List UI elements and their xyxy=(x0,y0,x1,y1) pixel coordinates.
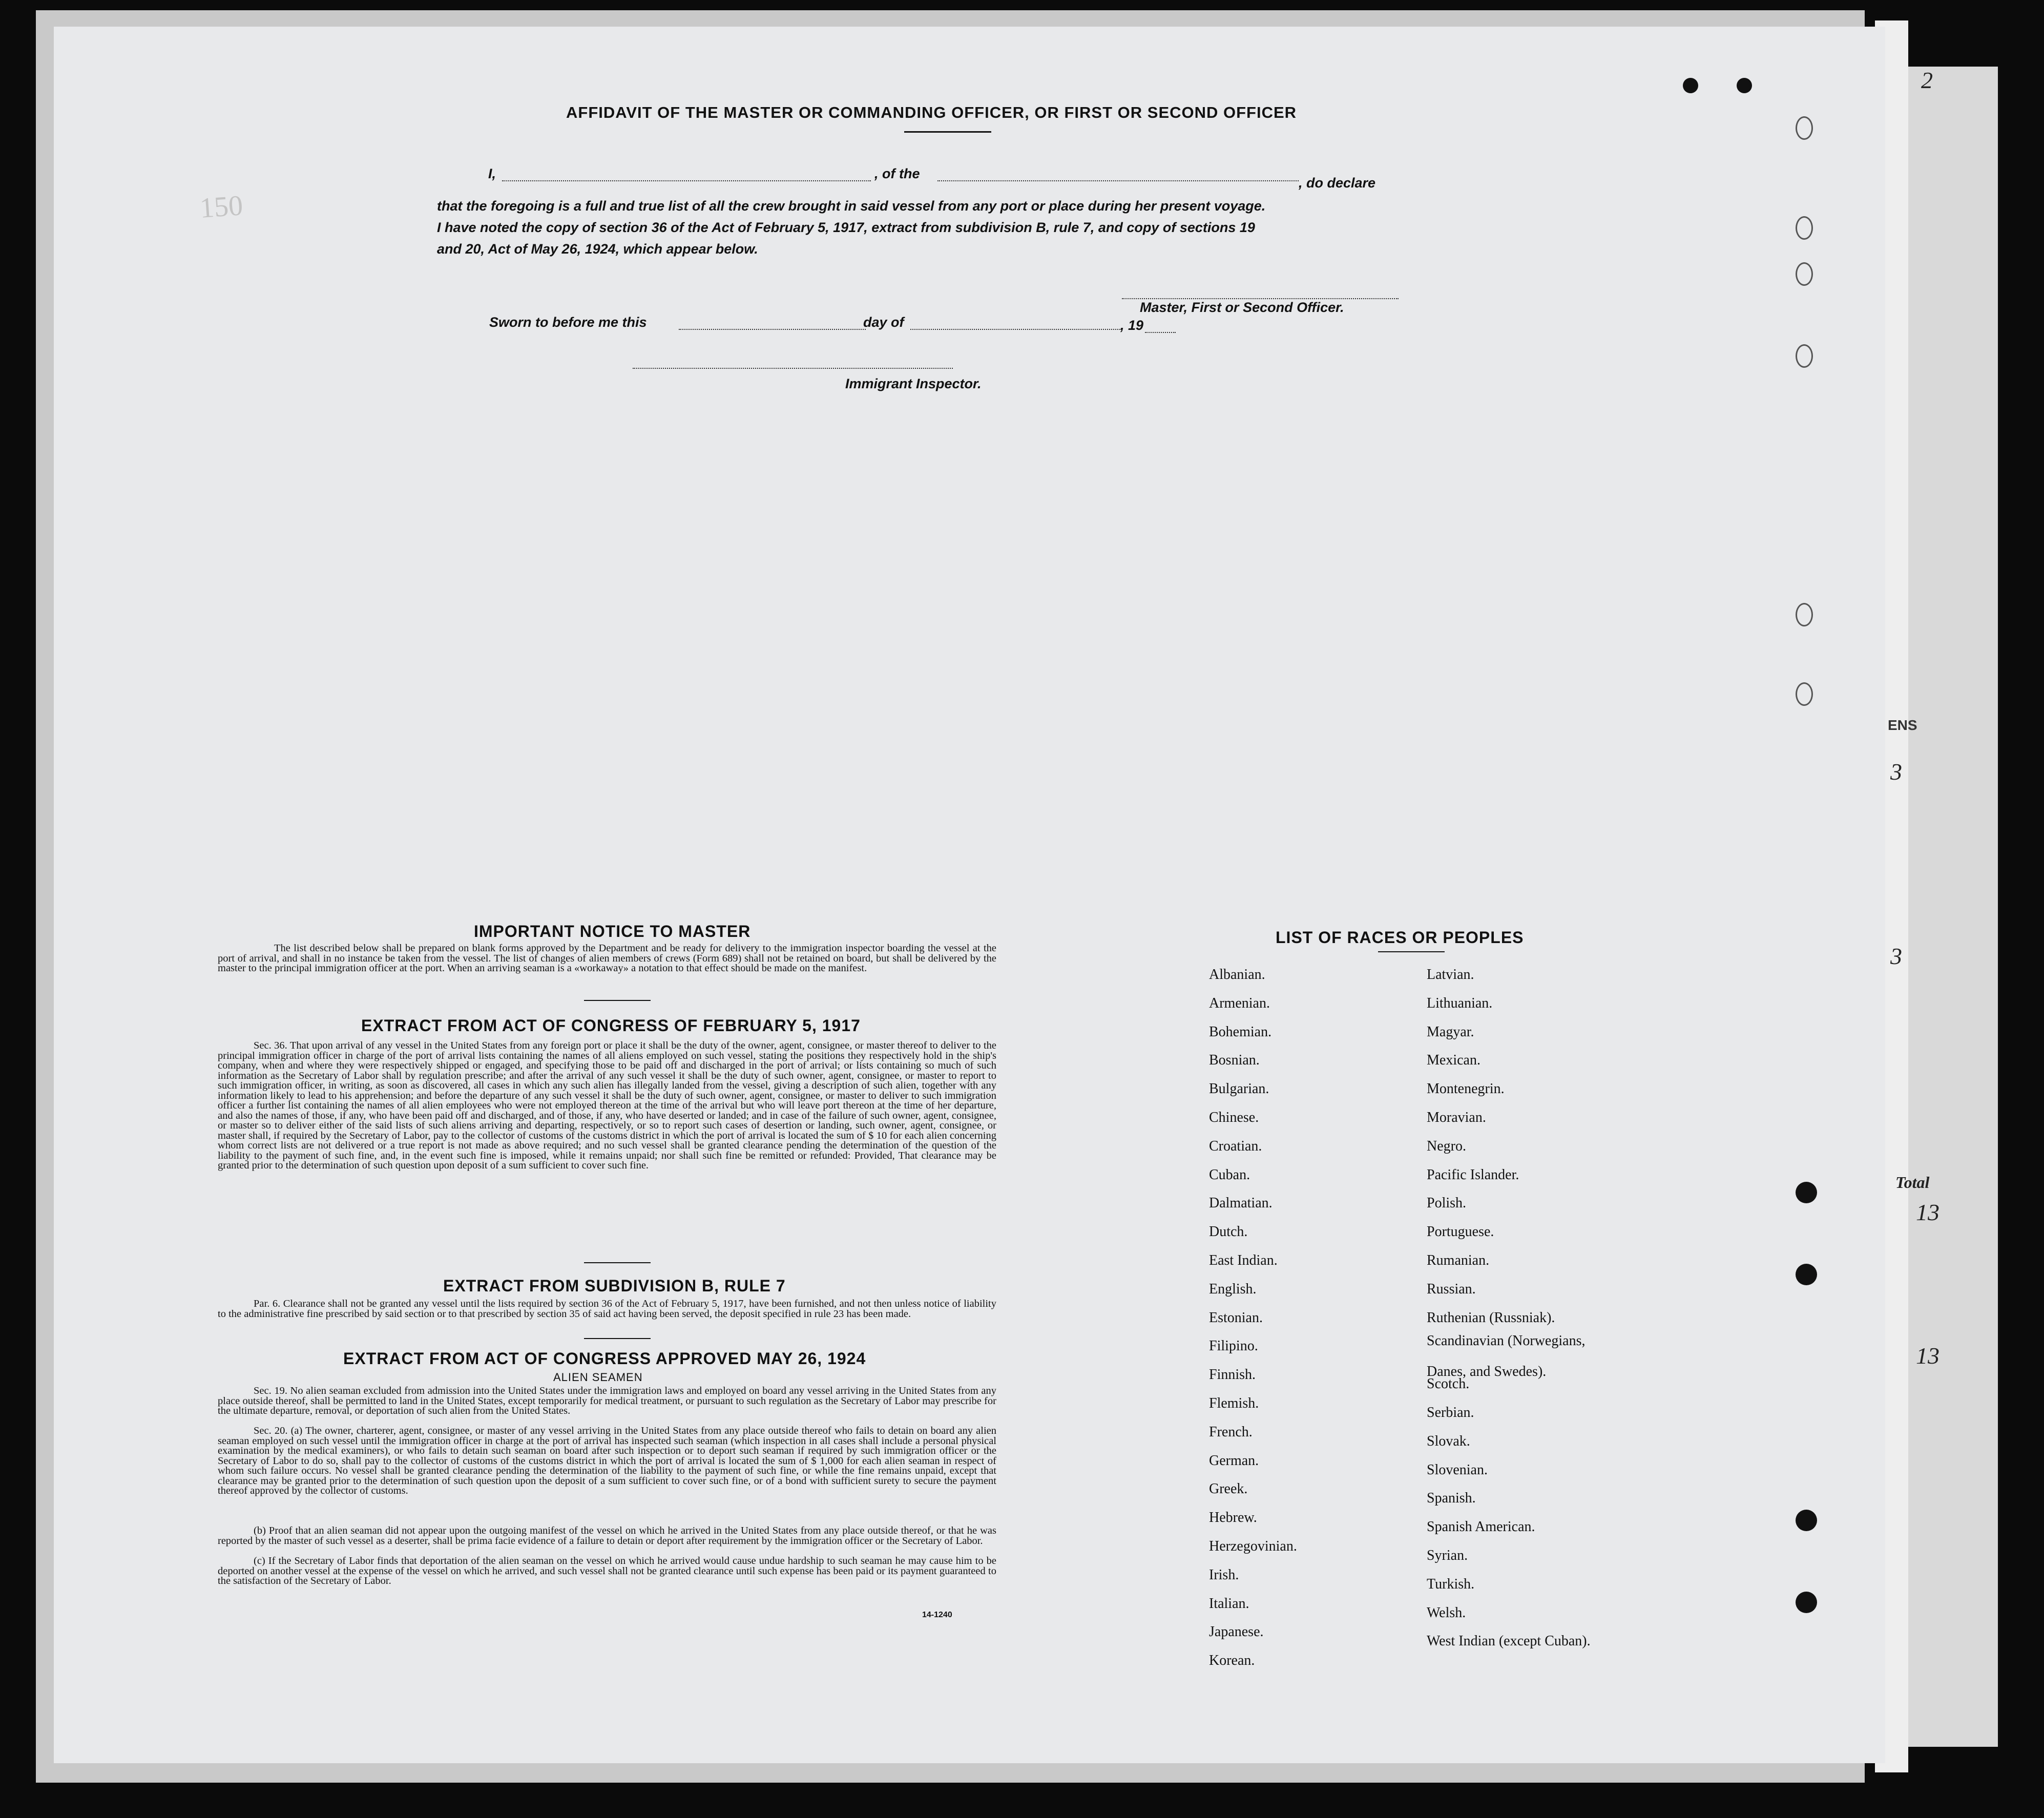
race-item: Cuban. xyxy=(1209,1166,1250,1183)
race-item: Spanish. xyxy=(1427,1490,1476,1507)
race-item: Lithuanian. xyxy=(1427,995,1493,1011)
race-item: Finnish. xyxy=(1209,1367,1256,1383)
race-item: Scandinavian (Norwegians, xyxy=(1427,1333,1586,1349)
race-item: Dutch. xyxy=(1209,1224,1248,1240)
extract-1917-rule xyxy=(584,1262,651,1263)
race-item: East Indian. xyxy=(1209,1252,1278,1268)
affidavit-line-2: that the foregoing is a full and true list of all the crew brought in said vessel from any port or place during her present voyage. xyxy=(437,198,1266,214)
margin-count-a: 3 xyxy=(1890,759,1902,785)
punch-hole xyxy=(1796,262,1813,286)
punch-hole xyxy=(1796,603,1813,626)
race-item: Bosnian. xyxy=(1209,1052,1260,1069)
notice-title: IMPORTANT NOTICE TO MASTER xyxy=(474,922,751,941)
margin-total-label: Total xyxy=(1895,1173,1930,1192)
affidavit-declare: , do declare xyxy=(1299,175,1376,191)
race-item: Korean. xyxy=(1209,1653,1255,1669)
race-scandinavian-line-2: Danes, and Swedes). xyxy=(1427,1364,1547,1380)
faint-stamp-number: 150 xyxy=(198,190,244,224)
race-item: Ruthenian (Russniak). xyxy=(1427,1309,1555,1326)
day-of-label: day of xyxy=(863,315,904,330)
race-item: German. xyxy=(1209,1452,1259,1469)
punch-hole-dark xyxy=(1796,1182,1817,1203)
punch-hole xyxy=(1796,682,1813,706)
race-item: Russian. xyxy=(1427,1281,1476,1297)
race-item: Bulgarian. xyxy=(1209,1081,1269,1097)
title-rule xyxy=(904,131,991,133)
punch-hole-dark xyxy=(1796,1510,1817,1531)
year-line xyxy=(1145,332,1176,333)
margin-total-b: 13 xyxy=(1916,1343,1939,1369)
race-item: Italian. xyxy=(1209,1595,1249,1612)
race-item: Montenegrin. xyxy=(1427,1081,1505,1097)
race-item: Filipino. xyxy=(1209,1338,1258,1354)
race-item: Latvian. xyxy=(1427,967,1474,983)
affidavit-i: I, xyxy=(488,166,496,181)
affidavit-of-the: , of the xyxy=(874,166,920,181)
race-item: Croatian. xyxy=(1209,1138,1262,1154)
race-item: West Indian (except Cuban). xyxy=(1427,1633,1591,1649)
race-item: Magyar. xyxy=(1427,1023,1474,1040)
affidavit-title: AFFIDAVIT OF THE MASTER OR COMMANDING OFFICER, OR FIRST OR SECOND OFFICER xyxy=(566,103,1297,121)
punch-hole-dark xyxy=(1737,78,1752,93)
affidavit-line-3: I have noted the copy of section 36 of the Act of February 5, 1917, extract from subdivision B, rule 7, and copy of sections 19 xyxy=(437,220,1255,235)
race-item: Scotch. xyxy=(1427,1376,1470,1392)
month-line xyxy=(910,329,1120,330)
inspector-label: Immigrant Inspector. xyxy=(845,376,982,391)
race-item: Portuguese. xyxy=(1427,1224,1494,1240)
race-item: Chinese. xyxy=(1209,1110,1259,1125)
punch-hole xyxy=(1796,216,1813,240)
master-signature-line xyxy=(1122,298,1399,299)
race-item: Serbian. xyxy=(1427,1405,1474,1420)
race-item: French. xyxy=(1209,1424,1253,1440)
section-20c-body: (c) If the Secretary of Labor finds that deportation of the alien seaman on the vessel on which he arrived would cause undue hardship to such seaman he may cause him to be deported on another vessel at the expense of the vessel on which he arrived, and such vessel shall not be granted clearance until such expense has been paid or its payment guaranteed to the satisfaction of the Secretary of Labor. xyxy=(218,1555,996,1586)
affidavit-line-4: and 20, Act of May 26, 1924, which appear below. xyxy=(437,241,758,257)
race-item: Hebrew. xyxy=(1209,1510,1257,1526)
sworn-date-line xyxy=(679,329,866,330)
subdivision-b-body: Par. 6. Clearance shall not be granted any vessel until the lists required by section 36 of the Act of February 5, 1917, have been furnished, and not then unless notice of liability to the administrative fine prescribed by said section or to that prescribed by section 35 of said act having been served, the deposit specified in rule 23 has been made. xyxy=(218,1298,996,1320)
master-name-line xyxy=(502,180,871,181)
races-rule xyxy=(1378,951,1445,952)
notice-body: The list described below shall be prepared on blank forms approved by the Department and be ready for delivery to the immigration inspector boarding the vessel at the port of arrival, and shall in no instance be taken from the vessel. The list of changes of alien members of crews (Form 689) shall not be retained on board, but shall be delivered by the master to the principal immigration officer at the port. When an arriving seaman is a «workaway» a notation to that effect should be made on the manifest. xyxy=(218,943,996,974)
race-item: Japanese. xyxy=(1209,1624,1264,1640)
race-item: Dalmatian. xyxy=(1209,1195,1273,1211)
race-item: Pacific Islander. xyxy=(1427,1166,1519,1183)
punch-hole-dark xyxy=(1796,1264,1817,1285)
race-item: Turkish. xyxy=(1427,1576,1475,1592)
alien-seamen-subtitle: ALIEN SEAMEN xyxy=(553,1371,643,1384)
corner-page-number: 2 xyxy=(1921,67,1933,93)
race-item: Herzegovinian. xyxy=(1209,1538,1297,1554)
manifest-back-page xyxy=(54,27,1885,1763)
race-item: Moravian. xyxy=(1427,1110,1486,1125)
race-item: Estonian. xyxy=(1209,1309,1263,1326)
section-20b-body: (b) Proof that an alien seaman did not appear upon the outgoing manifest of the vessel on which he arrived in the United States from any place outside thereof, or that he was reported by the master of such vessel as a deserter, shall be prima facie evidence of a failure to detain or deport after requirement by the immigration officer or the Secretary of Labor. xyxy=(218,1525,996,1547)
race-item: Syrian. xyxy=(1427,1548,1468,1563)
master-signature-label: Master, First or Second Officer. xyxy=(1140,300,1344,315)
section-20a-body: Sec. 20. (a) The owner, charterer, agent, consignee, or master of any vessel arriving in the United States from any place outside thereof who fails to detain on board any alien seaman employed on such vessel until the immigration officer in charge at the port of arrival has inspected such seaman (which inspection in all cases shall include a personal physical examination by the medical examiners), or who fails to detain such seaman on board after such inspection or to deport such seaman if required by such immigration officer or the Secretary of Labor to do so, shall pay to the collector of customs of the customs district in which the port of arrival is located the sum of $ 1,000 for each alien seaman in respect of whom such failure occurs. No vessel shall be granted clearance pending the determination of the liability to the payment of such fine, or while the fine remains unpaid, except that clearance may be granted prior to the determination of such question upon the deposit of a sum sufficient to cover such fine, or of a bond with sufficient surety to secure the payment thereof approved by the collector of customs. xyxy=(218,1425,996,1496)
section-19-body: Sec. 19. No alien seaman excluded from admission into the United States under the immigration laws and employed on board any vessel arriving in the United States from any place outside thereof, shall be permitted to land in the United States, except temporarily for medical treatment, or pursuant to such regulation as the Secretary of Labor may prescribe for the ultimate departure, removal, or deportation of such alien from the United States. xyxy=(218,1385,996,1416)
race-item: Slovak. xyxy=(1427,1433,1470,1449)
sworn-label: Sworn to before me this xyxy=(489,315,647,330)
race-item: Irish. xyxy=(1209,1566,1239,1583)
races-title: LIST OF RACES OR PEOPLES xyxy=(1276,928,1524,947)
year-label: , 19 xyxy=(1120,318,1144,333)
subdivision-b-rule xyxy=(584,1338,651,1339)
race-item: Negro. xyxy=(1427,1138,1466,1154)
margin-count-b: 3 xyxy=(1890,943,1902,969)
race-item: Flemish. xyxy=(1209,1395,1259,1411)
margin-ens-label: ENS xyxy=(1888,717,1917,733)
race-item: Greek. xyxy=(1209,1481,1248,1497)
race-item: English. xyxy=(1209,1281,1257,1297)
extract-1917-body: Sec. 36. That upon arrival of any vessel in the United States from any foreign port or place it shall be the duty of the owner, agent, consignee, or master thereof to deliver to the principal immigration officer in charge of the port of arrival lists containing the names of all aliens employed on such vessel, stating the positions they respectively hold in the ship's company, when and where they were respectively shipped or engaged, and specifying those to be paid off and discharged in the port of arrival; or lists containing so much of such information as the Secretary of Labor shall by regulation prescribe; and after the arrival of any such vessel it shall be the duty of such owner, agent, consignee, or master to report to such immigration officer, in writing, as soon as discovered, all cases in which any such alien has illegally landed from the vessel, giving a description of such alien, together with any information likely to lead to his apprehension; and before the departure of any such vessel it shall be the duty of such owner, agent, consignee, or master to deliver to such immigration officer a further list containing the names of all alien employees who were not employed thereon at the time of the arrival but who will leave port thereon at the time of her departure, and also the names of those, if any, who have been paid off and discharged, and of those, if any, who have deserted or landed; and in case of the failure of such owner, agent, consignee, or master so to deliver either of the said lists of such aliens arriving and departing, respectively, or so to report such cases of desertion or landing, such owner, agent, consignee, or master shall, if required by the Secretary of Labor, pay to the collector of customs of the customs district in which the port of arrival is located the sum of $ 10 for each alien concerning whom correct lists are not delivered or a true report is not made as above required; and no such vessel shall be granted clearance pending the determination of the question of the liability to the payment of such fine, and, in the event such fine is imposed, while it remains unpaid; nor shall such fine be remitted or refunded: Provided, That clearance may be granted prior to the determination of such question upon deposit of a sum sufficient to cover such fine. xyxy=(218,1040,996,1171)
punch-hole-dark xyxy=(1796,1592,1817,1613)
subdivision-b-title: EXTRACT FROM SUBDIVISION B, RULE 7 xyxy=(443,1277,786,1295)
punch-hole xyxy=(1796,116,1813,140)
race-item: Bohemian. xyxy=(1209,1023,1272,1040)
race-item: Welsh. xyxy=(1427,1604,1466,1621)
race-item: Spanish American. xyxy=(1427,1519,1535,1535)
margin-total-a: 13 xyxy=(1916,1199,1939,1225)
race-item: Albanian. xyxy=(1209,967,1265,983)
race-item: Slovenian. xyxy=(1427,1461,1488,1478)
notice-rule xyxy=(584,1000,651,1001)
race-item: Mexican. xyxy=(1427,1052,1480,1069)
form-number: 14-1240 xyxy=(922,1611,952,1619)
race-item: Armenian. xyxy=(1209,995,1270,1011)
vessel-name-line xyxy=(937,180,1299,181)
extract-1917-title: EXTRACT FROM ACT OF CONGRESS OF FEBRUARY 5, 1917 xyxy=(361,1016,861,1035)
punch-hole-dark xyxy=(1683,78,1698,93)
inspector-signature-line xyxy=(633,368,953,369)
extract-1924-title: EXTRACT FROM ACT OF CONGRESS APPROVED MAY 26, 1924 xyxy=(343,1349,866,1368)
punch-hole xyxy=(1796,344,1813,368)
race-item: Rumanian. xyxy=(1427,1252,1490,1268)
race-item: Polish. xyxy=(1427,1195,1467,1211)
